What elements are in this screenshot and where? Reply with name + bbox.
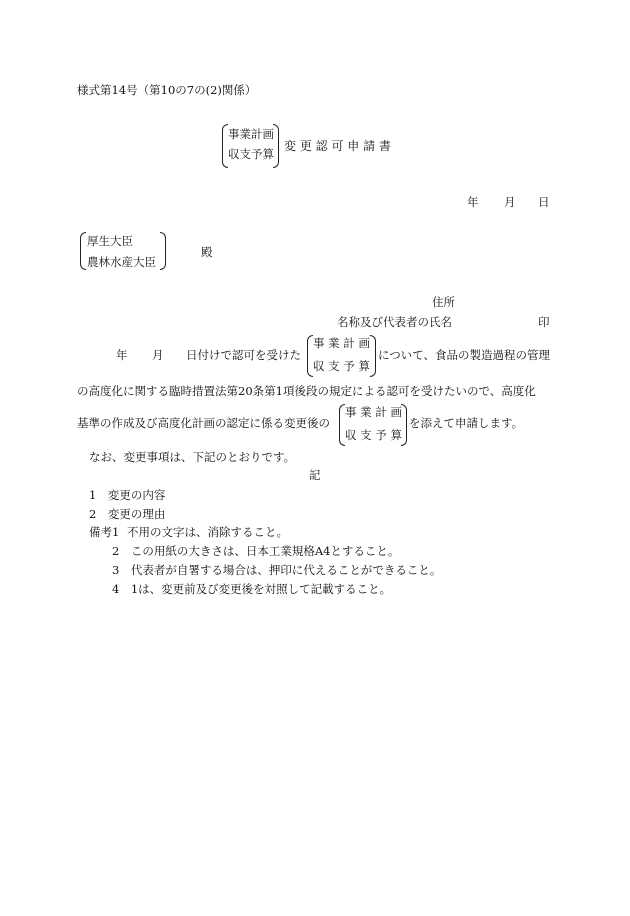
- title-brace-options: [228, 124, 274, 164]
- form-label: 様式第14号（第10の7の(2)関係）: [77, 83, 257, 97]
- notes-label: 備考1: [89, 525, 120, 539]
- title-brace-right: [273, 124, 279, 168]
- body-line2: の高度化に関する臨時措置法第20条第1項後段の規定による認可を受けたいので、高度化: [77, 384, 536, 398]
- body-brace2-option: 事 業 計 画: [345, 405, 402, 419]
- body-line3-text: 基準の作成及び高度化計画の認定に係る変更後の: [77, 416, 330, 430]
- body-line1-tail: について、食品の製造過程の管理: [378, 348, 551, 362]
- address-label: 住所: [432, 295, 455, 309]
- body-line1-text: 日付けで認可を受けた: [186, 348, 301, 362]
- note-4: 4 1は、変更前及び変更後を対照して記載すること。: [112, 582, 392, 596]
- page-title: 変 更 認 可 申 請 書: [284, 139, 391, 153]
- body-brace2-right: [401, 404, 407, 446]
- body-line3-tail: を添えて申請します。: [409, 416, 524, 430]
- body-brace1-option: 収 支 予 算: [313, 359, 370, 373]
- body-month: 月: [152, 348, 164, 362]
- note-1: 不用の文字は、消除すること。: [127, 525, 288, 539]
- seal-mark: 印: [538, 315, 550, 329]
- body-year: 年: [116, 348, 128, 362]
- item-2: 2 変更の理由: [89, 507, 166, 521]
- title-option: 事業計画: [228, 127, 274, 141]
- addressee-brace-left: [80, 232, 86, 270]
- item-1: 1 変更の内容: [89, 488, 166, 502]
- date-month: 月: [504, 195, 516, 209]
- note-2: 2 この用紙の大きさは、日本工業規格A4とすること。: [112, 544, 400, 558]
- addressee-brace-right: [160, 232, 166, 270]
- date-year: 年: [467, 195, 479, 209]
- body-brace1-right: [370, 335, 376, 377]
- body-brace2-option: 収 支 予 算: [345, 428, 402, 442]
- addressee-option: 農林水産大臣: [87, 255, 156, 269]
- body-line4: なお、変更事項は、下記のとおりです。: [89, 450, 296, 464]
- ki-heading: 記: [309, 468, 321, 482]
- note-3: 3 代表者が自署する場合は、押印に代えることができること。: [112, 563, 442, 577]
- date-day: 日: [538, 195, 550, 209]
- addressee-option: 厚生大臣: [87, 234, 133, 248]
- name-label: 名称及び代表者の氏名: [337, 315, 452, 329]
- body-brace1-option: 事 業 計 画: [313, 336, 370, 350]
- addressee-honorific: 殿: [201, 245, 213, 259]
- title-option: 収支予算: [228, 147, 274, 161]
